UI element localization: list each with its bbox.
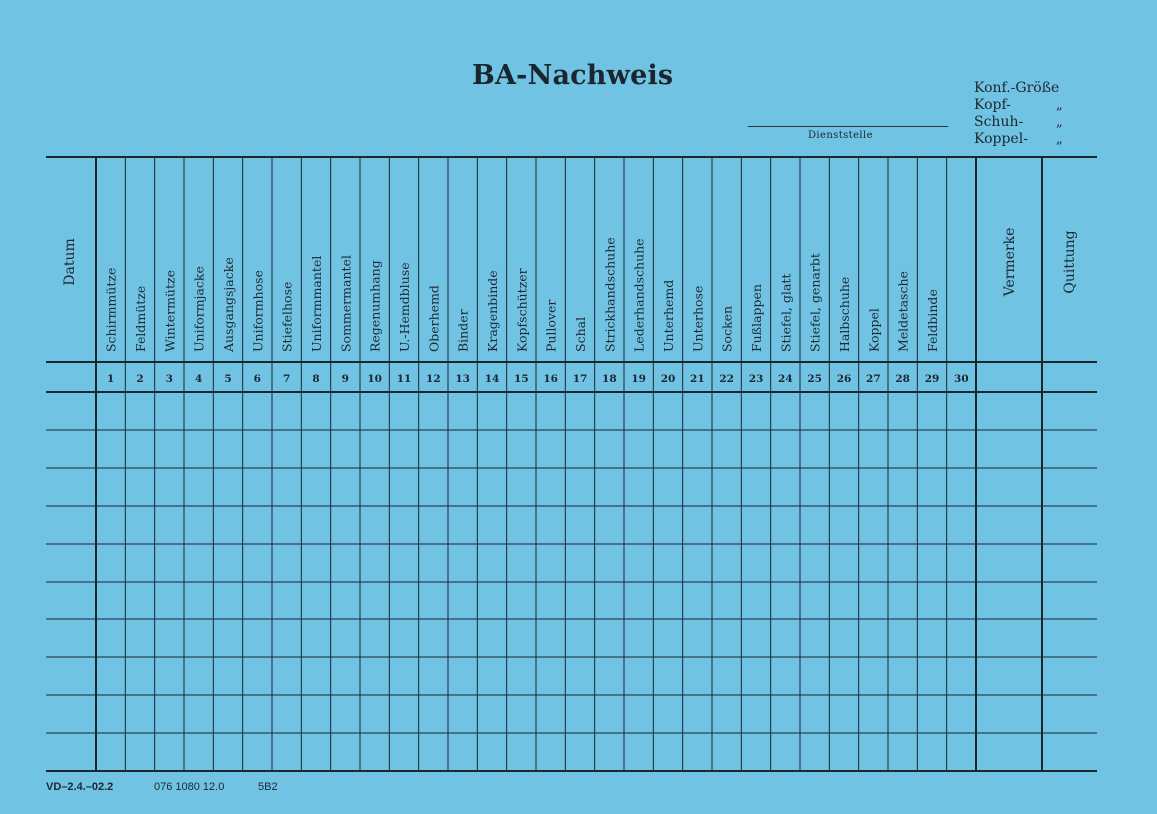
size-ditto: „ (1056, 115, 1063, 130)
item-number: 27 (866, 373, 881, 385)
item-label: Strickhandschuhe (602, 237, 618, 352)
form-title: BA-Nachweis (472, 60, 674, 91)
item-label: Schal (573, 316, 588, 352)
item-number: 30 (954, 373, 969, 385)
item-label: Binder (455, 309, 471, 352)
item-number: 18 (602, 373, 617, 385)
item-label: U.-Hemdbluse (397, 262, 412, 352)
item-label: Halbschuhe (837, 276, 852, 352)
item-label: Uniformjacke (191, 266, 207, 352)
item-label: Wintermütze (162, 270, 178, 352)
item-number: 16 (543, 373, 558, 385)
item-number: 23 (748, 373, 764, 385)
item-number: 28 (895, 373, 910, 385)
item-number: 4 (195, 373, 203, 385)
item-label: Meldetasche (895, 271, 911, 352)
footer-code: VD–2.4.–02.2 (46, 781, 114, 793)
item-number: 17 (572, 373, 588, 385)
item-number: 2 (136, 373, 144, 385)
item-number: 13 (455, 373, 470, 385)
footer-ref: 5B2 (258, 781, 278, 793)
item-number: 1 (107, 373, 115, 385)
item-number: 8 (312, 373, 320, 385)
item-label: Pullover (543, 299, 559, 352)
item-number: 10 (367, 373, 382, 385)
item-label: Koppel (866, 308, 882, 352)
header-receipt: Quittung (1062, 230, 1078, 294)
item-number: 15 (514, 373, 529, 385)
item-label: Feldmütze (133, 285, 148, 352)
size-label: Schuh- (974, 114, 1024, 130)
item-label: Kopfschützer (514, 268, 530, 352)
dienststelle-label: Dienststelle (808, 130, 873, 141)
size-ditto: „ (1056, 98, 1063, 113)
size-label: Kopf- (974, 97, 1011, 113)
item-label: Lederhandschuhe (631, 238, 647, 352)
item-label: Stiefel, genarbt (807, 253, 823, 352)
footer-print: 076 1080 12.0 (154, 781, 225, 793)
item-label: Sommermantel (338, 255, 354, 352)
item-number: 6 (253, 373, 261, 385)
item-label: Kragenbinde (485, 270, 500, 352)
item-number: 26 (836, 373, 852, 385)
item-label: Uniformmantel (309, 255, 324, 352)
item-number: 11 (396, 373, 412, 385)
size-ditto: „ (1056, 132, 1063, 147)
header-date: Datum (62, 238, 78, 286)
item-label: Oberhemd (426, 285, 442, 352)
size-label: Koppel- (974, 131, 1028, 147)
item-label: Socken (719, 305, 735, 352)
item-number: 19 (631, 373, 646, 385)
item-label: Uniformhose (250, 270, 266, 352)
item-label: Regenumhang (367, 260, 383, 352)
item-label: Ausgangsjacke (221, 257, 236, 352)
item-label: Fußlappen (749, 284, 764, 352)
item-label: Stiefel, glatt (778, 273, 794, 352)
item-number: 14 (484, 373, 500, 385)
item-number: 9 (341, 373, 349, 385)
item-number: 20 (660, 373, 676, 385)
header-remarks: Vermerke (1002, 227, 1018, 297)
item-label: Unterhose (690, 285, 706, 352)
item-number: 24 (778, 373, 793, 385)
item-number: 29 (924, 373, 940, 385)
item-number: 5 (224, 373, 232, 385)
item-number: 7 (283, 373, 291, 385)
item-number: 22 (719, 373, 734, 385)
item-number: 12 (426, 373, 441, 385)
item-number: 21 (690, 373, 705, 385)
item-label: Unterhemd (661, 279, 676, 352)
item-label: Schirmmütze (103, 267, 119, 352)
item-number: 25 (807, 373, 822, 385)
item-number: 3 (165, 373, 173, 385)
size-label: Konf.-Größe (974, 80, 1060, 96)
item-label: Feldbinde (925, 289, 940, 352)
item-label: Stiefelhose (279, 281, 295, 352)
